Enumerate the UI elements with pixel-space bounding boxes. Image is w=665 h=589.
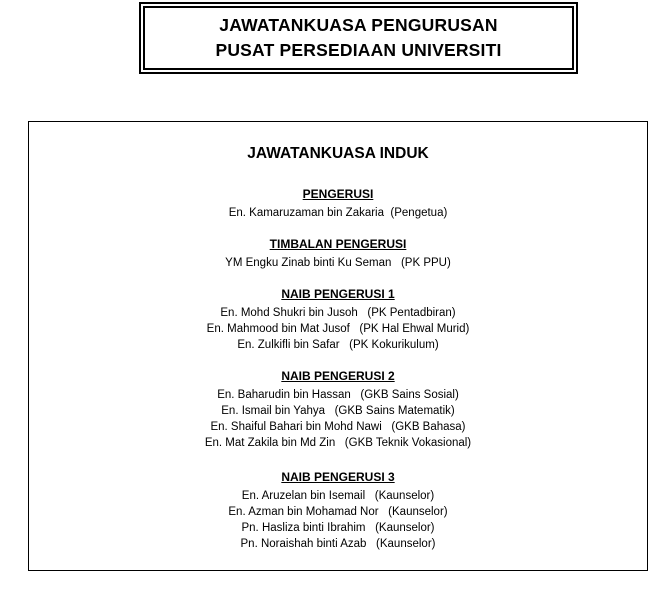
section-timbalan-pengerusi — [29, 236, 647, 271]
member-entry: En. Mahmood bin Mat Jusof (PK Hal Ehwal Murid) — [206, 323, 470, 335]
member-entry: En. Mohd Shukri bin Jusoh (PK Pentadbiran) — [220, 307, 456, 319]
section-title: NAIB PENGERUSI 1 — [281, 287, 395, 301]
committee-box — [28, 121, 648, 571]
section-title: TIMBALAN PENGERUSI — [269, 237, 407, 251]
section-pengerusi — [29, 186, 647, 221]
member-entry: En. Mat Zakila bin Md Zin (GKB Teknik Vokasional) — [204, 437, 472, 449]
document-title-box — [139, 2, 578, 74]
member-entry: En. Kamaruzaman bin Zakaria (Pengetua) — [228, 207, 448, 219]
document-title-line-2: PUSAT PERSEDIAAN UNIVERSITI — [215, 40, 502, 60]
member-entry: En. Zulkifli bin Safar (PK Kokurikulum) — [237, 339, 439, 351]
section-naib-pengerusi-2 — [29, 368, 647, 451]
member-entry: En. Baharudin bin Hassan (GKB Sains Sosial) — [217, 389, 459, 401]
section-title: NAIB PENGERUSI 2 — [281, 369, 395, 383]
member-entry: En. Ismail bin Yahya (GKB Sains Matematik) — [221, 405, 455, 417]
member-entry: Pn. Noraishah binti Azab (Kaunselor) — [240, 538, 436, 550]
member-entry: En. Aruzelan bin Isemail (Kaunselor) — [241, 490, 435, 502]
section-naib-pengerusi-3 — [29, 469, 647, 552]
member-entry: Pn. Hasliza binti Ibrahim (Kaunselor) — [241, 522, 435, 534]
document-title-frame — [143, 6, 574, 70]
member-entry: En. Azman bin Mohamad Nor (Kaunselor) — [228, 506, 448, 518]
member-entry: YM Engku Zinab binti Ku Seman (PK PPU) — [225, 257, 451, 269]
member-entry: En. Shaiful Bahari bin Mohd Nawi (GKB Bahasa) — [210, 421, 466, 433]
section-naib-pengerusi-1 — [29, 286, 647, 353]
document-title-line-1: JAWATANKUASA PENGURUSAN — [219, 15, 498, 35]
section-title: NAIB PENGERUSI 3 — [281, 470, 395, 484]
committee-heading: JAWATANKUASA INDUK — [247, 145, 429, 162]
section-title: PENGERUSI — [302, 187, 374, 201]
